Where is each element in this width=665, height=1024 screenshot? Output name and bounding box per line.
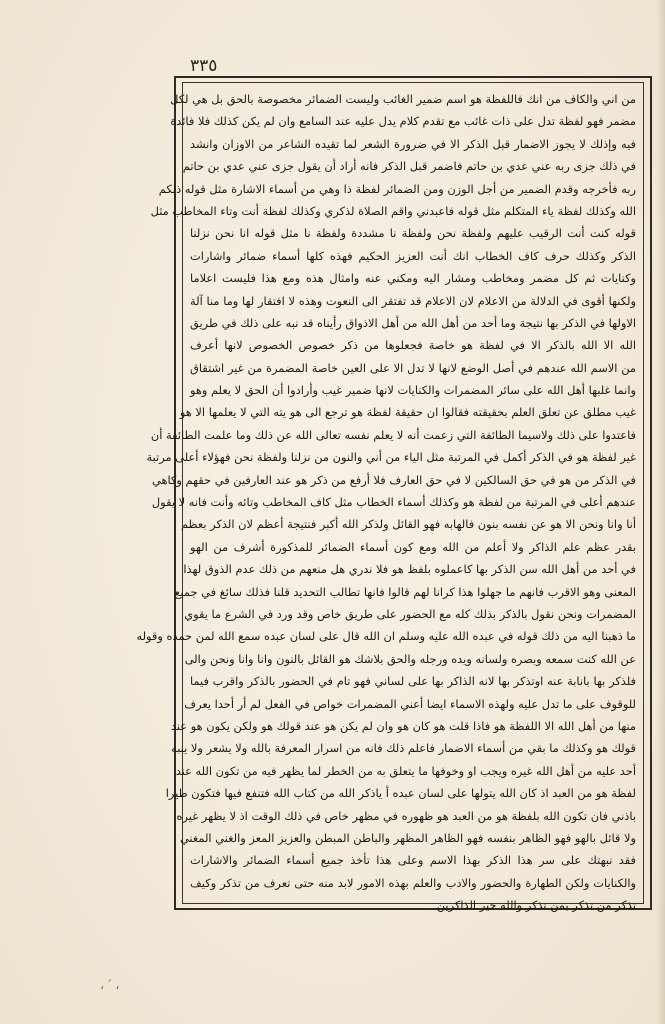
text-line: المضمرات ونحن نقول بالذكر بذلك كله مع الحضور على طريق خاص وقد ورد في الشرع ما يقوي <box>184 606 636 621</box>
text-line: ربه فأخرجه وقدم الضمير من أجل الوزن ومن الضمائر لفظة ذا وهي من أسماء الاشارة مثل قوله ذلكم <box>158 181 636 196</box>
text-line: باذني فان تكون الله بلفظة هو من العبد هو ظهوره في مظهر خاص في ذلك الوقت اذ لا يظهر غيره <box>176 808 636 823</box>
text-line: فيه وإذلك لا يجوز الاضمار قبل الذكر الا في ضرورة الشعر لما تقيده الشاعر من الاوزان وانشد <box>190 136 636 151</box>
text-line: ولكنها أقوى في الدلالة من الاعلام لان الاعلام قد تفتقر الى النعوت وهذه لا افتقار لها وما منا آلة <box>190 293 636 308</box>
text-line: ما ذهبنا اليه من ذلك قوله في عبده الله عليه وسلم ان الله قال على لسان عبده سمع الله لمن حمده وقوله <box>136 629 636 644</box>
text-line: تذكر من تذكر بمن تذكر والله خير الذاكرين <box>436 898 636 913</box>
text-line: الذكر وكذلك حرف كاف الخطاب انك أنت العزيز الحكيم فهذه كلها أسماء ضمائر واشارات <box>190 248 636 263</box>
text-line: والكنايات ولكن الطهارة والحضور والادب والعلم بهذه الامور لابد منه حتى تعرف من تذكر وكيف <box>190 875 636 890</box>
text-line: قولك هو وكذلك ما بقي من أسماء الاضمار فاعلم ذلك فانه من اسرار المعرفة بالله ولا يشعر ولا ينبه <box>171 741 636 756</box>
text-line: من اني والكاف من انك فاللفظة هو اسم ضمير الغائب وليست الضمائر مخصوصة بالحق بل هي لكل <box>170 92 636 106</box>
text-line: في أحد من أهل الله سن الذكر بها كاعملوه بلفظ هو فلا ندري هل منعهم من ذلك عدم الذوق لهذا <box>183 562 636 577</box>
main-text-block <box>136 88 636 913</box>
text-line: في ذلك جزى ربه عني عدي بن حاتم فاضمر قبل الذكر فانه أراد أن يقول جزى عني عدي بن حاتم <box>182 159 636 174</box>
text-line: المعنى وهو الاقرب فانهم ما جهلوا هذا كرانا لهم قالوا فانها تطالب التحديد قلنا فذلك سائغ في جميع <box>174 584 636 599</box>
text-line: ولا قائل بالهو فهو الظاهر بنفسه فهو الظاهر المظهر والباطن المبطن والعزيز المعز والغني المغني <box>179 830 636 845</box>
text-line: غيب مطلق عن تعلق العلم بحقيقته فقالوا ان حقيقة لفظة هو ترجع الى هو يته التي لا يعلمها الا هو <box>179 405 636 420</box>
text-line: الله الا الله بالذكر الا في لفظة هو خاصة فجعلوها من ذكر خصوص الخصوص لانها أعرف <box>190 338 636 353</box>
text-line: منها من أهل الله الا اللفظة هو فاذا قلت هو كان هو وان لم يكن هو عند قولك هو ولكن يكون هو عند <box>170 718 636 733</box>
text-line: وانما غلبها أهل الله على سائر المضمرات والكنايات لانها ضمير غيب وأرادوا أن الحق لا يعلم وهو <box>189 383 636 398</box>
text-line: أحد عليه من أهل الله غيره ويجب او وخوفها ما يتعلق به من الخطر لما يظهر فيه من تكون الله عند <box>175 763 636 778</box>
margin-marks: ، ′ ، <box>100 978 120 993</box>
text-line: في الذكر من هو في حق السالكين لا في حق العارف فلا أرفع من ذكر هو عند العارفين في حقهم وكاهي <box>151 472 636 487</box>
text-line: بقدر عظم علم الذاكر ولا أعلم من الله ومع كون أسماء الضمائر للمذكورة أشرف من الهو <box>190 539 636 554</box>
page-edge-shadow <box>657 0 665 1024</box>
text-line: قوله كنت أنت الرقيب عليهم ولفظة نحن ولفظة نا مشددة ولفظة نا مثل قوله انا نحن نزلنا <box>190 226 636 241</box>
text-line: للوقوف على ما تدل عليه ولهذه الاسماء ايضا أعني المضمرات خواص في الفعل لم أر أحدا يعرف <box>184 696 636 711</box>
text-line: فقد نبهتك على سر هذا الذكر بهذا الاسم وعلى هذا تأخذ جميع أسماء الضمائر والاشارات <box>190 853 636 868</box>
page-number: ٣٣٥ <box>190 56 218 76</box>
text-line: مضمر فهو لفظة تدل على ذات غائب مع تقدم كلام يدل عليه عند السامع وان لم يكن كذلك فلا فائدة <box>170 114 636 129</box>
text-line: الله وكذلك لفظة ياء المتكلم مثل قوله فاعبدني واقم الصلاة لذكري وكذلك لفظة أنت وتاء المخاطب مثل <box>150 203 636 218</box>
text-line: فاعتدوا على ذلك ولاسيما الطائفة التي زعمت أنه لا يعلم نفسه تعالى الله عن ذلك وما علمت الطائفة أن <box>150 427 636 442</box>
text-line: عن الله كنت سمعه وبصره ولسانه ويده ورجله والحق بلاشك هو القائل بالنون وانا وانا ونحن والى <box>184 651 636 666</box>
text-line: لفظة هو من العبد اذ كان الله يتولها على لسان عبده أ ياذكر الله من كتاب الله فتنفع فيها فتكون طيرا <box>165 786 636 801</box>
text-line: وكنايات ثم كل مضمر ومخاطب ومشار اليه ومكني عنه وامثال هذه ومع هذا فليست اعلاما <box>190 271 636 286</box>
text-line: من الاسم الله عندهم في أصل الوضع لانها لا تدل الا على العين خاصة المضمرة من غير اشتقاق <box>190 360 636 375</box>
text-line: عندهم أعلى في المرتبة من لفظة هو وكذلك أسماء الخطاب مثل كاف المخاطب وتائه وأنت فانه لا يقول <box>151 495 636 510</box>
text-line: الاولها في الذكر بها نتيجة وما أحد من أهل الله من أهل الاذواق رأيناه قد نبه على ذلك في طريق <box>190 315 636 330</box>
text-line: غير لفظة هو في الذكر أكمل في المرتبة مثل الياء من أني والنون من نزلنا ولفظة نحن فهؤلاء أعلى مرتبة <box>146 450 636 465</box>
text-line: أنا وانا ونحن الا هو عن نفسه بنون فالهابه فهو القائل ولذكر الله أكبر فنتيجة أعظم لان الذكر بعظم <box>180 517 636 532</box>
text-line: فلذكر بها بانابة عنه اوتذكر بها لانه الذاكر بها على لساني فهو تام في الحضور بالذكر واقرب فيما <box>190 674 636 689</box>
